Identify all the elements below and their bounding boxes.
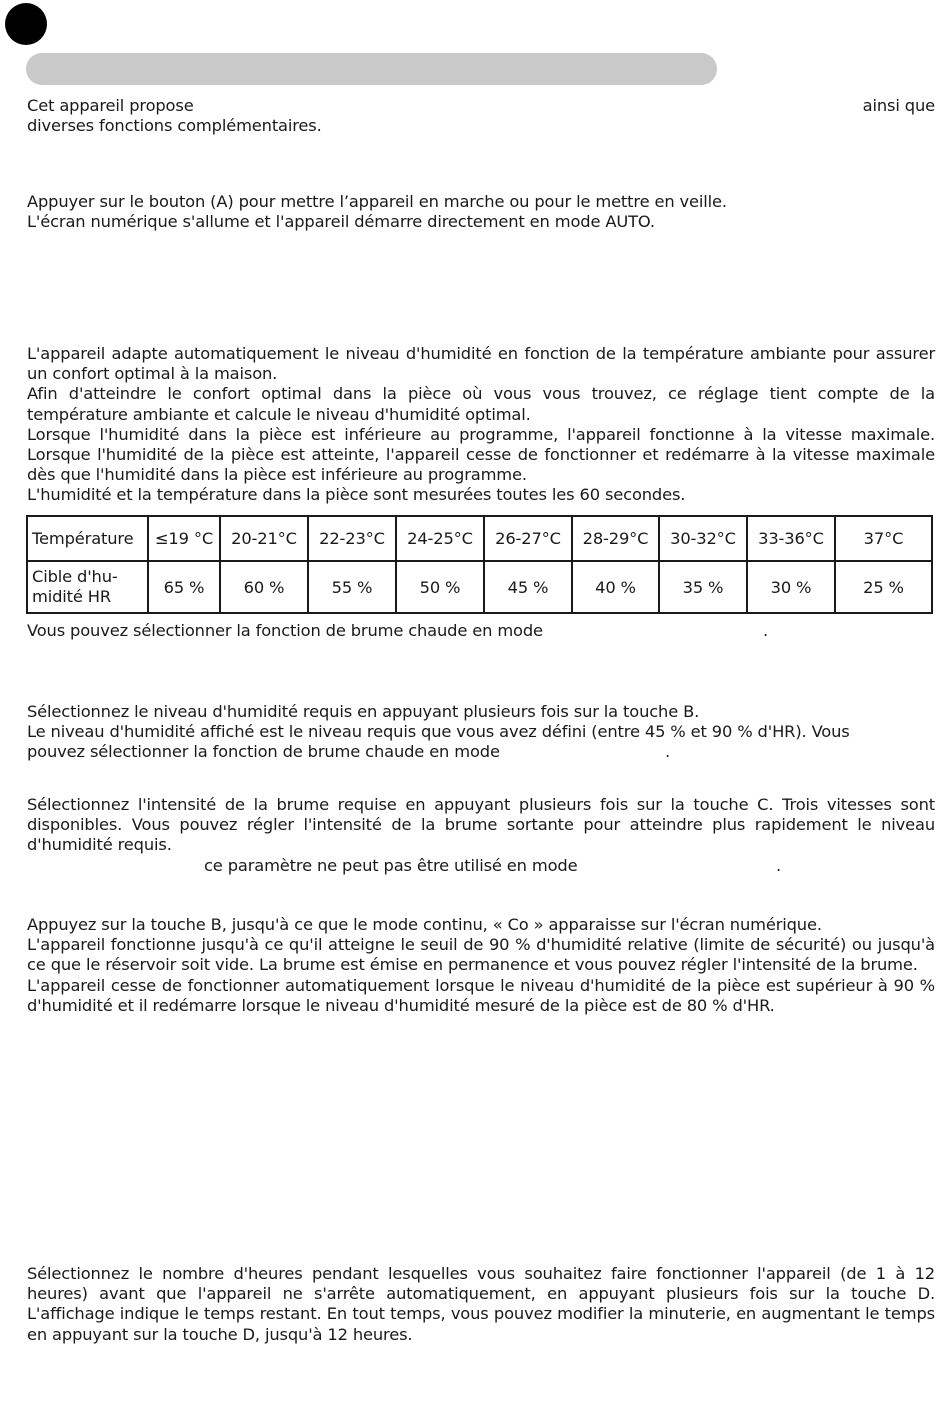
temperature-cell: 20-21°C: [220, 516, 308, 561]
auto-mode-paragraph: Lorsque l'humidité dans la pièce est inférieure au programme, l'appareil fonctionne à la vitesse maximale. Lorsque l'humidité de la pièce est atteinte, l'appareil cesse de fonctionner et redémarre à la vitesse maximale dès que l'humidité dans la pièce est inférieure au programme.: [27, 424, 935, 485]
humidity-row: [27, 561, 932, 613]
page-marker-dot: [5, 3, 47, 45]
temperature-cell: 37°C: [835, 516, 932, 561]
temperature-cell: 30-32°C: [659, 516, 747, 561]
humidity-cell: 40 %: [572, 561, 659, 613]
auto-mode-paragraph: Afin d'atteindre le confort optimal dans la pièce où vous vous trouvez, ce réglage tient compte de la température ambiante et calcule le niveau d'humidité optimal.: [27, 384, 935, 424]
temperature-row-label: Température: [27, 516, 148, 561]
intro-text-end: ainsi que: [862, 96, 935, 115]
humidity-cell: 55 %: [308, 561, 396, 613]
warm-mist-note: Vous pouvez sélectionner la fonction de brume chaude en mode: [27, 621, 543, 640]
timer-section: [27, 1264, 935, 1345]
humidity-cell: 25 %: [835, 561, 932, 613]
auto-mode-paragraph: L'appareil adapte automatiquement le niveau d'humidité en fonction de la température ambiante pour assurer un confort optimal à la maison.: [27, 344, 935, 384]
timer-paragraph: Sélectionnez le nombre d'heures pendant lesquelles vous souhaitez faire fonctionner l'appareil (de 1 à 12 heures) avant que l'appareil ne s'arrête automatiquement, en appuyant plusieurs fois sur la touche D. L'affichage indique le temps restant. En tout temps, vous pouvez modifier la minuterie, en augmentant le temps en appuyant sur la touche D, jusqu'à 12 heures.: [27, 1264, 935, 1344]
temperature-cell: 24-25°C: [396, 516, 484, 561]
humidity-select-text: Sélectionnez le niveau d'humidité requis en appuyant plusieurs fois sur la touche B.: [27, 702, 700, 721]
warm-mist-note-end: .: [763, 621, 769, 640]
mist-intensity-paragraph: Sélectionnez l'intensité de la brume requise en appuyant plusieurs fois sur la touche C. Trois vitesses sont disponibles. Vous pouvez régler l'intensité de la brume sortante pour atteindre plus rapidement le niveau d'humidité requis.: [27, 795, 935, 855]
continuous-paragraph: Appuyez sur la touche B, jusqu'à ce que le mode continu, « Co » apparaisse sur l'écran numérique.: [27, 915, 822, 934]
temperature-cell: ≤19 °C: [148, 516, 220, 561]
humidity-cell: 35 %: [659, 561, 747, 613]
continuous-paragraph: L'appareil fonctionne jusqu'à ce qu'il atteigne le seuil de 90 % d'humidité relative (limite de sécurité) ou jusqu'à ce que le réservoir soit vide. La brume est émise en permanence et vous pouvez régler l'intensité de la brume.: [27, 935, 935, 975]
humidity-select-text: Le niveau d'humidité affiché est le niveau requis que vous avez défini (entre 45 % et 90 % d'HR). Vous: [27, 722, 850, 741]
continuous-mode-section: [27, 915, 935, 1016]
temperature-cell: 33-36°C: [747, 516, 835, 561]
humidity-cell: 60 %: [220, 561, 308, 613]
intro-text-start: Cet appareil propose: [27, 96, 194, 115]
auto-mode-paragraph: L'humidité et la température dans la pièce sont mesurées toutes les 60 secondes.: [27, 485, 686, 505]
continuous-paragraph: L'appareil cesse de fonctionner automatiquement lorsque le niveau d'humidité de la pièce est supérieur à 90 % d'humidité et il redémarre lorsque le niveau d'humidité mesuré de la pièce est de 80 % d'HR.: [27, 975, 935, 1015]
temperature-row: [27, 516, 932, 561]
humidity-cell: 45 %: [484, 561, 572, 613]
humidity-select-text: pouvez sélectionner la fonction de brume chaude en mode: [27, 742, 500, 761]
mist-intensity-warning: ce paramètre ne peut pas être utilisé en mode: [204, 856, 578, 875]
humidity-cell: 50 %: [396, 561, 484, 613]
power-result: L'écran numérique s'allume et l'appareil démarre directement en mode AUTO.: [27, 212, 655, 231]
temperature-cell: 28-29°C: [572, 516, 659, 561]
humidity-row-label: Cible d'hu-midité HR: [27, 561, 148, 613]
humidity-cell: 65 %: [148, 561, 220, 613]
temperature-cell: 26-27°C: [484, 516, 572, 561]
intro-text-line2: diverses fonctions complémentaires.: [27, 116, 322, 135]
temperature-cell: 22-23°C: [308, 516, 396, 561]
humidity-select-end: .: [665, 742, 671, 761]
section-header-bar: [26, 53, 717, 85]
mist-intensity-section: [27, 795, 935, 856]
mist-intensity-warning-end: .: [776, 856, 782, 875]
humidity-cell: 30 %: [747, 561, 835, 613]
power-instruction: Appuyer sur le bouton (A) pour mettre l’appareil en marche ou pour le mettre en veille.: [27, 192, 727, 211]
auto-mode-section: [27, 344, 935, 506]
humidity-target-table: [26, 515, 933, 614]
